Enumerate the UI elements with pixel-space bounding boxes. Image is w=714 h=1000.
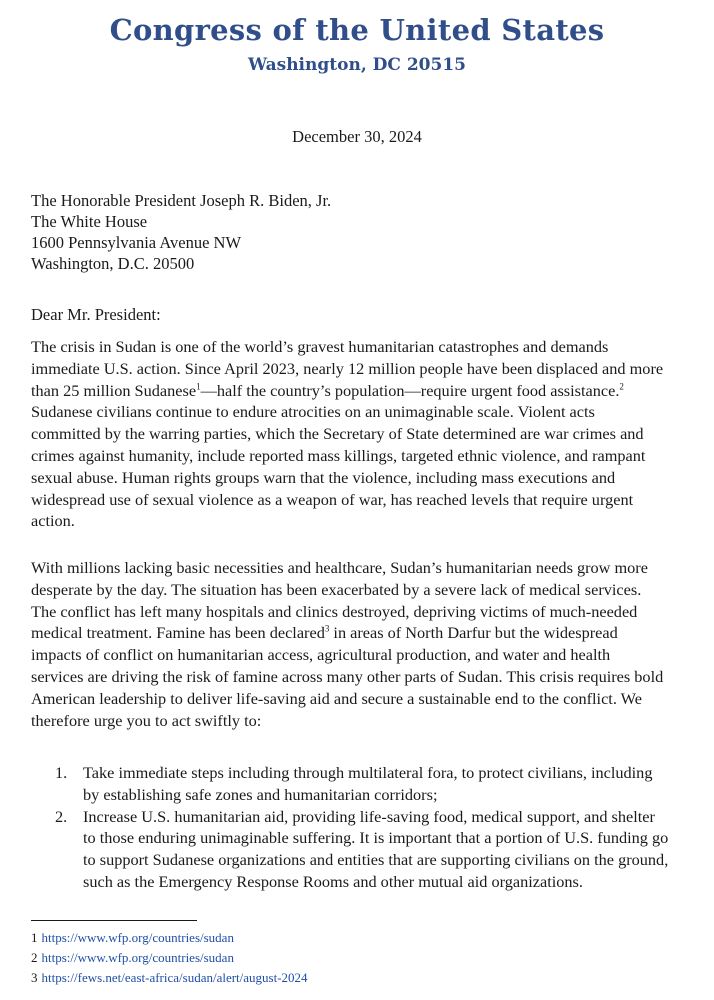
- recipient-organization: The White House: [31, 212, 148, 231]
- footnote-ref-1[interactable]: 1: [196, 381, 201, 392]
- body-paragraph-2: [31, 557, 699, 731]
- text-run: medical treatment. Famine has been declared: [31, 623, 325, 643]
- footnote-link[interactable]: https://www.wfp.org/countries/sudan: [41, 930, 234, 945]
- footnote-number: 2: [31, 950, 38, 965]
- letter-date: December 30, 2024: [292, 127, 422, 146]
- paragraph-line: Sudanese civilians continue to endure atrocities on an unimaginable scale. Violent acts: [31, 402, 595, 422]
- list-number: 1.: [55, 763, 68, 782]
- footnote-link[interactable]: https://fews.net/east-africa/sudan/alert/august-2024: [41, 970, 308, 985]
- paragraph-line: action.: [31, 511, 75, 531]
- text-run: than 25 million Sudanese: [31, 380, 197, 400]
- footnote-link[interactable]: https://www.wfp.org/countries/sudan: [41, 950, 234, 965]
- request-list: [55, 762, 705, 893]
- footnote-number: 1: [31, 930, 38, 945]
- paragraph-line: widespread use of sexual violence as a weapon of war, has reached levels that require urgent: [31, 489, 634, 509]
- salutation: Dear Mr. President:: [31, 305, 161, 324]
- paragraph-line: The crisis in Sudan is one of the world’s gravest humanitarian catastrophes and demands: [31, 337, 609, 356]
- list-item-line: to support Sudanese organizations and entities that are supporting civilians on the ground,: [83, 850, 669, 870]
- footnote-2: [31, 948, 308, 968]
- list-item-line: to those enduring unimaginable suffering. It is important that a portion of U.S. funding go: [83, 828, 669, 848]
- text-run: —half the country’s population—require urgent food assistance.: [200, 380, 620, 400]
- recipient-city: Washington, D.C. 20500: [31, 254, 195, 273]
- footnote-number: 3: [31, 970, 38, 985]
- list-item-line: Increase U.S. humanitarian aid, providing life-saving food, medical support, and shelter: [83, 806, 655, 826]
- paragraph-line: therefore urge you to act swiftly to:: [31, 710, 262, 730]
- paragraph-line: crimes against humanity, include reported mass killings, targeted ethnic violence, and rampant: [31, 445, 646, 465]
- paragraph-line: impacts of conflict on humanitarian access, agricultural production, and water and health: [31, 645, 611, 665]
- body-paragraph-1: [31, 336, 699, 532]
- list-item-line: Take immediate steps including through multilateral fora, to protect civilians, including: [83, 763, 653, 782]
- paragraph-line: sexual abuse. Human rights groups warn that the violence, including mass executions and: [31, 467, 616, 487]
- paragraph-line: The conflict has left many hospitals and clinics destroyed, depriving victims of much-needed: [31, 601, 638, 621]
- paragraph-line: [31, 380, 699, 402]
- footnote-ref-2[interactable]: 2: [619, 381, 624, 392]
- list-item: [55, 806, 705, 893]
- footnote-3: [31, 968, 308, 988]
- letterhead-title: Congress of the United States: [109, 13, 605, 47]
- paragraph-line: immediate U.S. action. Since April 2023, nearly 12 million people have been displaced and more: [31, 358, 664, 378]
- letterhead-subtitle: Washington, DC 20515: [248, 55, 466, 75]
- paragraph-line: [31, 622, 699, 644]
- text-run: in areas of North Darfur but the widespread: [329, 623, 618, 643]
- paragraph-line: American leadership to deliver life-saving aid and secure a sustainable end to the conflict. We: [31, 688, 642, 708]
- recipient-name: The Honorable President Joseph R. Biden, Jr.: [31, 191, 332, 210]
- list-number: 2.: [55, 806, 68, 826]
- list-item-line: by establishing safe zones and humanitarian corridors;: [83, 784, 438, 804]
- paragraph-line: With millions lacking basic necessities and healthcare, Sudan’s humanitarian needs grow more: [31, 558, 648, 577]
- paragraph-line: desperate by the day. The situation has been exacerbated by a severe lack of medical services.: [31, 579, 642, 599]
- letterhead: [0, 12, 714, 76]
- paragraph-line: committed by the warring parties, which the Secretary of State determined are war crimes and: [31, 424, 644, 444]
- recipient-address: [31, 190, 331, 274]
- footnote-ref-3[interactable]: 3: [324, 623, 330, 634]
- list-item-line: such as the Emergency Response Rooms and other mutual aid organizations.: [83, 871, 583, 891]
- paragraph-line: services are driving the risk of famine across many other parts of Sudan. This crisis requires bold: [31, 666, 664, 686]
- recipient-street: 1600 Pennsylvania Avenue NW: [31, 233, 242, 252]
- footnote-divider: [31, 920, 197, 921]
- footnote-1: [31, 928, 308, 948]
- footnotes: [31, 928, 308, 988]
- list-item: [55, 762, 705, 806]
